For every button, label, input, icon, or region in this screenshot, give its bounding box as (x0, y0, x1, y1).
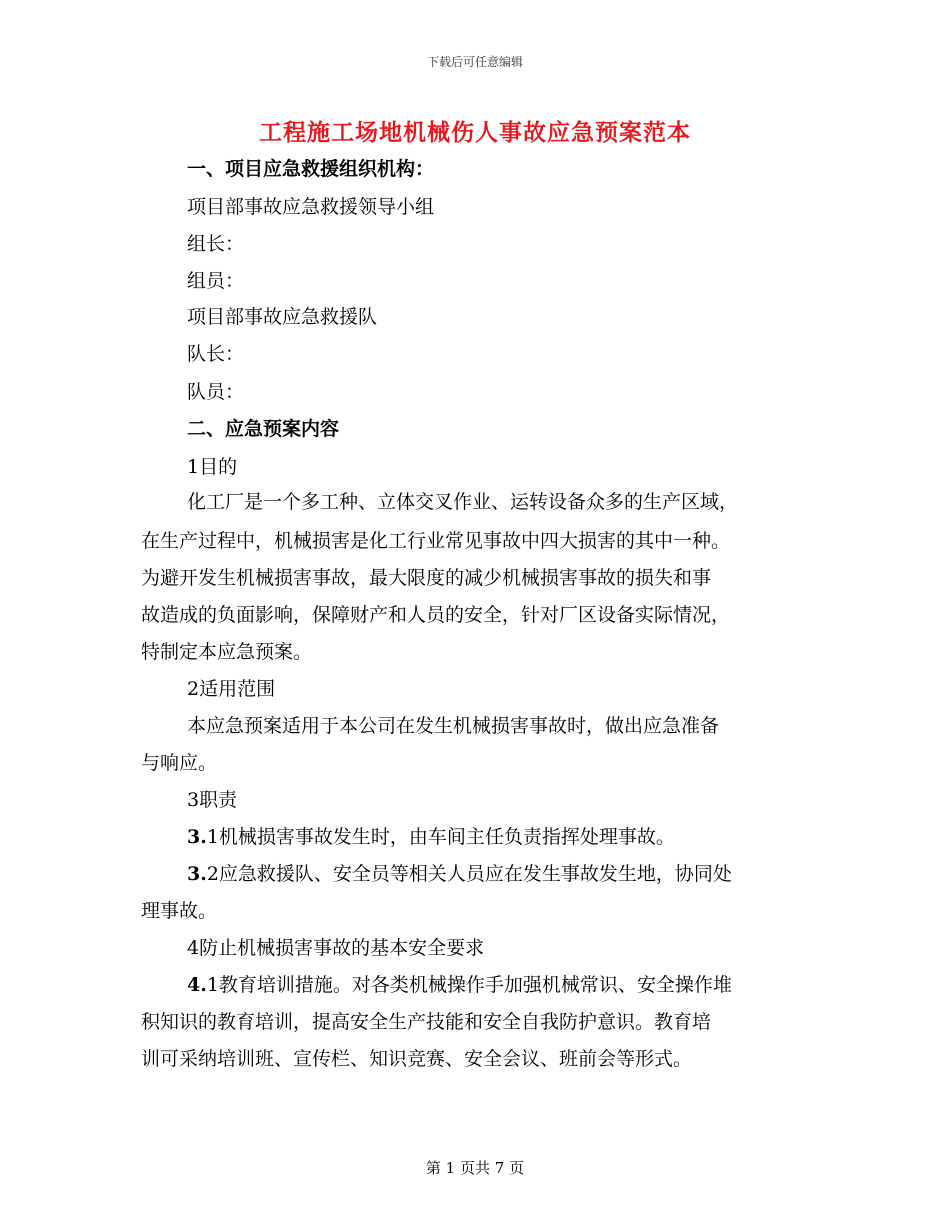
header-note: 下载后可任意编辑 (426, 55, 523, 69)
purpose-line: 故造成的负面影响，保障财产和人员的安全，针对厂区设备实际情况， (141, 604, 731, 626)
section2-heading: 二、应急预案内容 (187, 418, 340, 440)
scope-heading: 2适用范围 (187, 678, 276, 700)
duty-item-2-text: 2应急救援队、安全员等相关人员应在发生事故发生地，协同处 (206, 863, 732, 885)
section1-heading: 一、项目应急救援组织机构： (187, 158, 435, 180)
team-leader-label: 队长： (187, 343, 245, 365)
safety-heading: 4防止机械损害事故的基本安全要求 (187, 937, 485, 959)
safety-item-1-continuation: 训可采纳培训班、宣传栏、知识竞赛、安全会议、班前会等形式。 (141, 1048, 693, 1070)
document-title: 工程施工场地机械伤人事故应急预案范本 (259, 119, 691, 146)
purpose-line: 特制定本应急预案。 (141, 641, 313, 663)
purpose-line: 为避开发生机械损害事故，最大限度的减少机械损害事故的损失和事 (141, 567, 712, 589)
purpose-heading: 1目的 (187, 456, 238, 478)
team-members-label: 队员： (187, 381, 245, 403)
leader-group-label: 项目部事故应急救援领导小组 (187, 196, 435, 218)
group-leader-label: 组长： (187, 233, 245, 255)
scope-line: 本应急预案适用于本公司在发生机械损害事故时，做出应急准备 (187, 715, 720, 737)
safety-item-1-number: 4. (187, 974, 207, 996)
safety-item-1 (187, 972, 732, 998)
duty-item-1 (187, 824, 675, 850)
purpose-line: 化工厂是一个多工种、立体交叉作业、运转设备众多的生产区域， (187, 491, 739, 513)
duty-item-1-text: 1机械损害事故发生时，由车间主任负责指挥处理事故。 (206, 826, 675, 848)
safety-item-1-continuation: 积知识的教育培训，提高安全生产技能和安全自我防护意识。教育培 (141, 1011, 712, 1033)
rescue-team-label: 项目部事故应急救援队 (187, 306, 378, 328)
safety-item-1-text: 1教育培训措施。对各类机械操作手加强机械常识、安全操作堆 (206, 974, 732, 996)
scope-line: 与响应。 (141, 752, 218, 774)
purpose-line: 在生产过程中，机械损害是化工行业常见事故中四大损害的其中一种。 (141, 530, 731, 552)
duty-item-2-number: 3. (187, 863, 207, 885)
duty-item-1-number: 3. (187, 826, 207, 848)
duty-item-2 (187, 861, 732, 887)
duty-item-2-continuation: 理事故。 (141, 900, 218, 922)
group-members-label: 组员： (187, 270, 245, 292)
page-footer: 第 1 页共 7 页 (425, 1159, 525, 1177)
duties-heading: 3职责 (187, 789, 238, 811)
